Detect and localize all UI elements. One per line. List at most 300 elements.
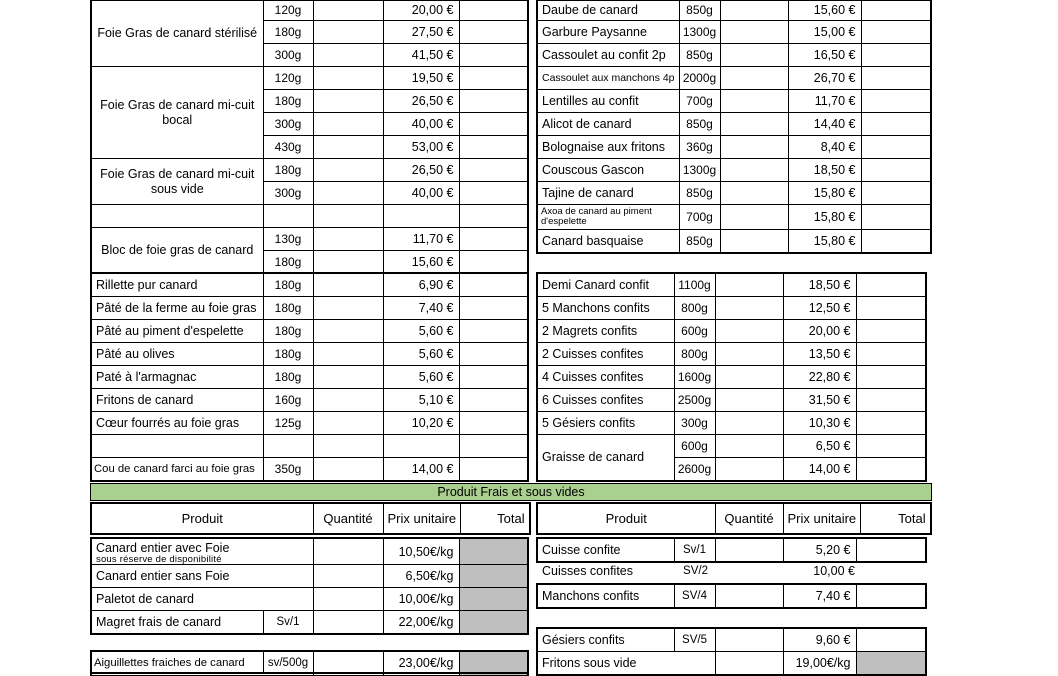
frais-header-right (536, 502, 932, 535)
price-cell: 10,30 € (783, 412, 856, 435)
total-cell (459, 205, 528, 228)
group-cell: Bloc de foie gras de canard (91, 228, 263, 275)
price-cell: 11,70 € (383, 228, 459, 251)
total-cell (459, 44, 528, 67)
weight-cell: 300g (263, 113, 313, 136)
product-cell: Aiguillettes fraiches de canard (91, 651, 263, 675)
section-banner (90, 483, 932, 501)
product-cell: 5 Gésiers confits (537, 412, 674, 435)
weight-cell: 180g (263, 343, 313, 366)
qty-cell (313, 588, 383, 611)
total-cell (459, 435, 528, 458)
weight-cell: 180g (263, 251, 313, 275)
price-cell: 23,00€/kg (383, 651, 459, 675)
price-cell: 11,70 € (788, 90, 861, 113)
product-cell: Garbure Paysanne (537, 21, 679, 44)
total-cell (459, 320, 528, 343)
table-row (537, 503, 931, 534)
price-cell: 22,00€/kg (383, 611, 459, 635)
product-cell: Pâté au olives (91, 343, 263, 366)
weight-cell: 700g (679, 90, 720, 113)
header-unit-price: Prix unitaire (383, 503, 461, 534)
total-cell (856, 273, 926, 297)
weight-cell: 120g (263, 67, 313, 90)
table-row (91, 320, 528, 343)
qty-cell (715, 297, 783, 320)
price-cell: 14,00 € (783, 458, 856, 482)
price-cell: 10,00€/kg (383, 588, 459, 611)
price-cell: 6,50€/kg (383, 565, 459, 588)
price-cell: 19,00€/kg (783, 652, 856, 676)
table-row (537, 1, 931, 21)
weight-cell: 700g (679, 205, 720, 230)
weight-cell: 850g (679, 1, 720, 21)
total-cell (856, 538, 926, 562)
total-cell (856, 458, 926, 482)
total-cell (856, 412, 926, 435)
sv-cell: Sv/1 (674, 538, 715, 562)
weight-cell: 300g (263, 182, 313, 205)
total-cell (861, 1, 931, 21)
qty-cell (313, 136, 383, 159)
total-cell (459, 611, 528, 635)
total-cell (459, 412, 528, 435)
group-cell: Graisse de canard (537, 435, 674, 482)
weight-cell: 360g (679, 136, 720, 159)
price-cell: 15,80 € (788, 230, 861, 254)
product-cell (91, 435, 263, 458)
table-row (537, 628, 926, 652)
weight-cell: 430g (263, 136, 313, 159)
weight-cell: 850g (679, 44, 720, 67)
table-row (537, 230, 931, 254)
price-cell: 5,60 € (383, 320, 459, 343)
pates-rillettes-table (90, 272, 529, 482)
header-quantity: Quantité (313, 503, 383, 534)
price-cell: 15,60 € (383, 251, 459, 275)
total-cell (459, 1, 528, 21)
product-cell: Cuisse confite (537, 538, 674, 562)
frais-header-left (90, 502, 531, 535)
price-cell: 22,80 € (783, 366, 856, 389)
price-cell: 10,00 € (813, 564, 855, 578)
total-cell (459, 159, 528, 182)
price-cell: 40,00 € (383, 182, 459, 205)
product-cell: 2 Cuisses confites (537, 343, 674, 366)
total-cell (856, 320, 926, 343)
qty-cell (715, 538, 783, 562)
qty-cell (313, 44, 383, 67)
total-cell (861, 230, 931, 254)
frais-left-table (90, 537, 529, 635)
qty-cell (720, 1, 788, 21)
qty-cell (313, 273, 383, 297)
table-row (537, 538, 926, 562)
table-row (91, 366, 528, 389)
qty-cell (313, 538, 383, 565)
price-cell: 5,60 € (383, 366, 459, 389)
weight-cell: 120g (263, 1, 313, 21)
total-cell (459, 458, 528, 482)
weight-cell: 300g (263, 44, 313, 67)
sv-cell: SV/4 (674, 584, 715, 608)
frais-right-table-2 (536, 583, 927, 609)
table-row (91, 273, 528, 297)
product-cell: 5 Manchons confits (537, 297, 674, 320)
product-cell: Magret frais de canard (91, 611, 263, 635)
weight-cell: 180g (263, 273, 313, 297)
total-cell (459, 21, 528, 44)
total-cell (459, 588, 528, 611)
total-cell (856, 628, 926, 652)
qty-cell (313, 1, 383, 21)
qty-cell (720, 44, 788, 67)
table-row (91, 67, 528, 90)
weight-cell (263, 435, 313, 458)
product-cell: Daube de canard (537, 1, 679, 21)
qty-cell (715, 435, 783, 458)
sv-cell: SV/2 (683, 565, 708, 577)
price-cell: 15,80 € (788, 182, 861, 205)
table-row (91, 159, 528, 182)
table-row (537, 273, 926, 297)
product-cell: Cassoulet au confit 2p (537, 44, 679, 67)
price-cell (383, 435, 459, 458)
weight-cell: 180g (263, 297, 313, 320)
price-cell: 40,00 € (383, 113, 459, 136)
weight-cell: 2500g (674, 389, 715, 412)
total-cell (459, 273, 528, 297)
qty-cell (715, 628, 783, 652)
total-cell (856, 435, 926, 458)
weight-cell: 125g (263, 412, 313, 435)
product-cell: Cœur fourrés au foie gras (91, 412, 263, 435)
table-row (537, 343, 926, 366)
price-cell: 7,40 € (783, 584, 856, 608)
qty-cell (715, 320, 783, 343)
table-row (537, 44, 931, 67)
table-row (91, 205, 528, 228)
table-row (537, 182, 931, 205)
qty-cell (720, 182, 788, 205)
product-cell: Paté à l'armagnac (91, 366, 263, 389)
qty-cell (715, 273, 783, 297)
table-row (537, 21, 931, 44)
qty-cell (313, 565, 383, 588)
total-cell (856, 389, 926, 412)
price-cell: 6,50 € (783, 435, 856, 458)
price-cell: 16,50 € (788, 44, 861, 67)
price-cell: 20,00 € (383, 1, 459, 21)
table-row (537, 584, 926, 608)
table-row (91, 412, 528, 435)
price-cell: 9,60 € (783, 628, 856, 652)
qty-cell (313, 228, 383, 251)
product-cell: Canard entier sans Foie (91, 565, 313, 588)
table-row (91, 611, 528, 635)
weight-cell: 180g (263, 21, 313, 44)
weight-cell: 130g (263, 228, 313, 251)
qty-cell (313, 67, 383, 90)
frais-right-table-3 (536, 627, 927, 676)
frais-right-borderless-row (536, 560, 932, 583)
product-cell: 6 Cuisses confites (537, 389, 674, 412)
price-cell: 26,50 € (383, 159, 459, 182)
table-row (91, 538, 528, 565)
price-cell: 15,00 € (788, 21, 861, 44)
price-cell: 20,00 € (783, 320, 856, 343)
price-cell: 41,50 € (383, 44, 459, 67)
weight-cell: 350g (263, 458, 313, 482)
table-row (91, 503, 530, 534)
total-cell (459, 182, 528, 205)
product-cell: Gésiers confits (537, 628, 674, 652)
table-row (91, 435, 528, 458)
qty-cell (720, 113, 788, 136)
weight-cell: 1600g (674, 366, 715, 389)
weight-cell: 600g (674, 320, 715, 343)
qty-cell (313, 320, 383, 343)
table-row (537, 90, 931, 113)
weight-cell: 850g (679, 230, 720, 254)
total-cell (459, 565, 528, 588)
price-cell (383, 205, 459, 228)
total-cell (856, 584, 926, 608)
table-row (537, 159, 931, 182)
total-cell (861, 182, 931, 205)
table-row (537, 652, 926, 676)
table-row (91, 343, 528, 366)
qty-cell (720, 67, 788, 90)
header-unit-price: Prix unitaire (783, 503, 861, 534)
price-cell: 26,70 € (788, 67, 861, 90)
qty-cell (313, 389, 383, 412)
price-cell: 12,50 € (783, 297, 856, 320)
price-cell: 15,80 € (788, 205, 861, 230)
total-cell (459, 228, 528, 251)
weight-cell: 1300g (679, 159, 720, 182)
table-row (537, 435, 926, 458)
section-banner-label: Produit Frais et sous vides (437, 485, 585, 499)
table-row (537, 136, 931, 159)
weight-cell: 600g (674, 435, 715, 458)
qty-cell (313, 435, 383, 458)
total-cell (856, 366, 926, 389)
sv-cell: SV/5 (674, 628, 715, 652)
product-cell: Bolognaise aux fritons (537, 136, 679, 159)
price-cell: 8,40 € (788, 136, 861, 159)
table-row (537, 389, 926, 412)
qty-cell (313, 90, 383, 113)
total-cell (861, 205, 931, 230)
total-cell (856, 652, 926, 676)
product-cell: Demi Canard confit (537, 273, 674, 297)
qty-cell (313, 251, 383, 275)
total-cell (459, 136, 528, 159)
table-row (537, 297, 926, 320)
header-product: Produit (91, 503, 313, 534)
qty-cell (313, 412, 383, 435)
product-cell: Pâté au piment d'espelette (91, 320, 263, 343)
availability-note: sous réserve de disponibilité (96, 554, 222, 565)
total-cell (459, 343, 528, 366)
price-cell: 5,20 € (783, 538, 856, 562)
weight-cell: 1300g (679, 21, 720, 44)
product-cell: 4 Cuisses confites (537, 366, 674, 389)
weight-cell: 850g (679, 182, 720, 205)
price-cell: 14,40 € (788, 113, 861, 136)
qty-cell (313, 458, 383, 482)
price-cell: 26,50 € (383, 90, 459, 113)
qty-cell (720, 21, 788, 44)
product-cell: Manchons confits (537, 584, 674, 608)
total-cell (861, 113, 931, 136)
weight-cell: 300g (674, 412, 715, 435)
qty-cell (715, 389, 783, 412)
qty-cell (715, 343, 783, 366)
product-cell: Fritons de canard (91, 389, 263, 412)
total-cell (861, 136, 931, 159)
total-cell (459, 113, 528, 136)
price-cell: 18,50 € (788, 159, 861, 182)
qty-cell (715, 366, 783, 389)
weight-cell: 180g (263, 159, 313, 182)
product-cell: Axoa de canard au piment d'espelette (537, 205, 679, 230)
qty-cell (313, 182, 383, 205)
total-cell (861, 21, 931, 44)
weight-cell: 180g (263, 90, 313, 113)
weight-cell: 2000g (679, 67, 720, 90)
product-cell: Paletot de canard (91, 588, 313, 611)
total-cell (459, 389, 528, 412)
weight-cell: 2600g (674, 458, 715, 482)
total-cell (459, 67, 528, 90)
product-cell: Cassoulet aux manchons 4p (537, 67, 679, 90)
total-cell (861, 44, 931, 67)
qty-cell (313, 611, 383, 635)
foie-gras-conserves-table (90, 0, 529, 275)
price-cell: 27,50 € (383, 21, 459, 44)
sv-cell: Sv/1 (263, 611, 313, 635)
weight-cell: 800g (674, 297, 715, 320)
confits-table (536, 272, 927, 482)
group-cell (91, 205, 263, 228)
price-cell: 19,50 € (383, 67, 459, 90)
price-cell: 7,40 € (383, 297, 459, 320)
qty-cell (720, 159, 788, 182)
group-cell: Foie Gras de canard mi-cuit bocal (91, 67, 263, 159)
qty-cell (313, 159, 383, 182)
table-row (91, 458, 528, 482)
qty-cell (313, 343, 383, 366)
qty-cell (313, 297, 383, 320)
total-cell (459, 366, 528, 389)
qty-cell (720, 90, 788, 113)
qty-cell (720, 230, 788, 254)
price-cell: 10,20 € (383, 412, 459, 435)
header-total: Total (861, 503, 931, 534)
weight-cell: 160g (263, 389, 313, 412)
product-cell: Alicot de canard (537, 113, 679, 136)
qty-cell (313, 21, 383, 44)
product-cell: Lentilles au confit (537, 90, 679, 113)
qty-cell (715, 458, 783, 482)
table-row (91, 565, 528, 588)
table-row (91, 588, 528, 611)
qty-cell (715, 652, 783, 676)
sv-cell: sv/500g (263, 651, 313, 675)
product-cell: Rillette pur canard (91, 273, 263, 297)
product-cell: 2 Magrets confits (537, 320, 674, 343)
total-cell (861, 159, 931, 182)
qty-cell (715, 584, 783, 608)
table-row (537, 205, 931, 230)
price-cell: 13,50 € (783, 343, 856, 366)
price-cell: 53,00 € (383, 136, 459, 159)
product-cell: Cou de canard farci au foie gras (91, 458, 263, 482)
product-cell: Fritons sous vide (537, 652, 715, 676)
weight-cell: 850g (679, 113, 720, 136)
qty-cell (720, 205, 788, 230)
price-cell: 6,90 € (383, 273, 459, 297)
weight-cell: 1100g (674, 273, 715, 297)
total-cell (459, 538, 528, 565)
table-row (537, 366, 926, 389)
total-cell (459, 251, 528, 275)
total-cell (856, 297, 926, 320)
price-cell: 14,00 € (383, 458, 459, 482)
table-row (91, 1, 528, 21)
qty-cell (715, 412, 783, 435)
qty-cell (313, 366, 383, 389)
price-cell: 10,50€/kg (383, 538, 459, 565)
product-cell: Tajine de canard (537, 182, 679, 205)
product-cell: Couscous Gascon (537, 159, 679, 182)
weight-cell: 180g (263, 366, 313, 389)
qty-cell (720, 136, 788, 159)
table-row (537, 320, 926, 343)
plats-cuisines-table (536, 0, 932, 254)
price-cell: 15,60 € (788, 1, 861, 21)
product-cell: Cuisses confites (542, 564, 634, 578)
total-cell (856, 343, 926, 366)
table-row (537, 113, 931, 136)
weight-cell (263, 205, 313, 228)
group-cell: Foie Gras de canard stérilisé (91, 1, 263, 67)
total-cell (459, 297, 528, 320)
price-cell: 31,50 € (783, 389, 856, 412)
header-product: Produit (537, 503, 715, 534)
total-cell (861, 67, 931, 90)
price-cell: 18,50 € (783, 273, 856, 297)
header-total: Total (461, 503, 530, 534)
total-cell (459, 90, 528, 113)
table-row (91, 389, 528, 412)
table-row (537, 67, 931, 90)
table-row (91, 297, 528, 320)
product-cell: Pâté de la ferme au foie gras (91, 297, 263, 320)
total-cell (861, 90, 931, 113)
price-cell: 5,10 € (383, 389, 459, 412)
product-cell: Canard basquaise (537, 230, 679, 254)
table-row (91, 228, 528, 251)
group-cell: Foie Gras de canard mi-cuit sous vide (91, 159, 263, 205)
header-quantity: Quantité (715, 503, 783, 534)
price-cell: 5,60 € (383, 343, 459, 366)
table-row (537, 412, 926, 435)
qty-cell (313, 205, 383, 228)
qty-cell (313, 113, 383, 136)
